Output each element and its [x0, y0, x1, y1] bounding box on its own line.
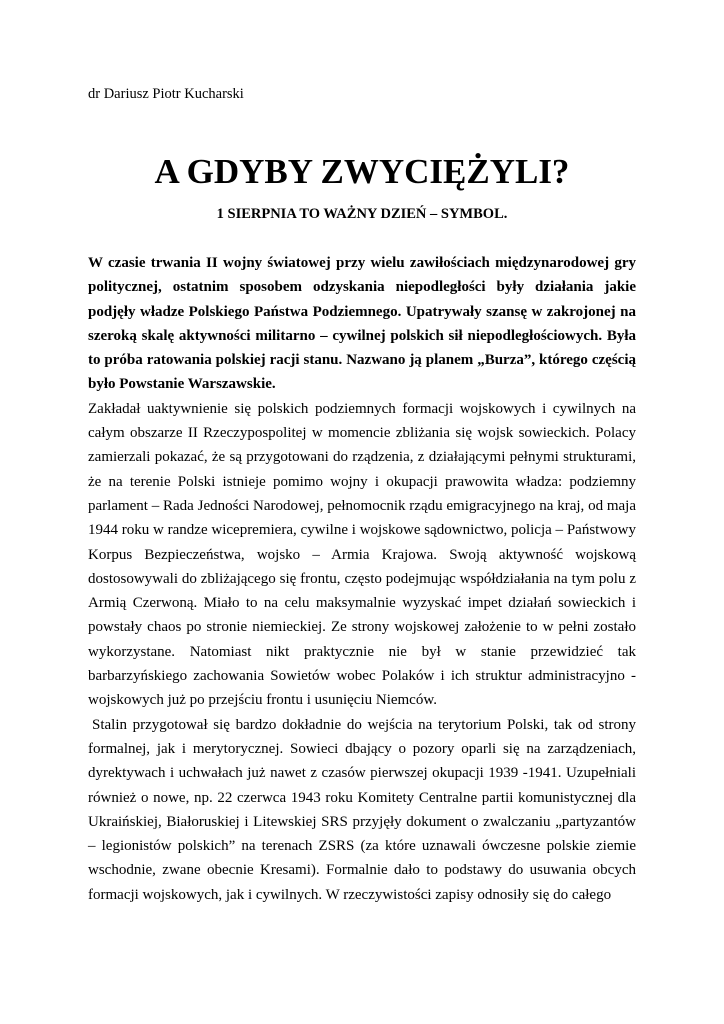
body-paragraph: Zakładał uaktywnienie się polskich podziemnych formacji wojskowych i cywilnych na całym obszarze II Rzeczypospolitej w momencie zbliżania się wojsk sowieckich. Polacy zamierzali pokazać, że są przygotowani do rządzenia, z działającymi pełnymi strukturami, że na terenie Polski istnieje pomimo wojny i okupacji prawowita władza: podziemny parlament – Rada Jedności Narodowej, pełnomocnik rządu emigracyjnego na kraj, od maja 1944 roku w randze wicepremiera, cywilne i wojskowe sądownictwo, policja – Państwowy Korpus Bezpieczeństwa, wojsko – Armia Krajowa. Swoją aktywność wojskową dostosowywali do zbliżającego się frontu, często podejmując współdziałania na tym polu z Armią Czerwoną. Miało to na celu maksymalnie wyzyskać impet działań sowieckich i powstały chaos po stronie niemieckiej. Ze strony wojskowej założenie to w pełni zostało wykorzystane. Natomiast nikt praktycznie nie był w stanie przewidzieć tak barbarzyńskiego zachowania Sowietów wobec Polaków i ich struktur administracyjno - wojskowych już po przejściu frontu i usunięciu Niemców.: [88, 400, 636, 709]
document-subtitle: 1 SIERPNIA TO WAŻNY DZIEŃ – SYMBOL.: [216, 206, 508, 222]
document-page: [88, 84, 636, 907]
author-line: dr Dariusz Piotr Kucharski: [88, 86, 244, 102]
document-title: A GDYBY ZWYCIĘŻYLI?: [154, 152, 570, 191]
body-paragraph: Stalin przygotował się bardzo dokładnie do wejścia na terytorium Polski, tak od strony formalnej, jak i merytorycznej. Sowieci dbający o pozory oparli się na zarządzeniach, dyrektywach i uchwałach już nawet z czasów pierwszej okupacji 1939 -1941. Uzupełniali również o nowe, np. 22 czerwca 1943 roku Komitety Centralne partii komunistycznej dla Ukraińskiej, Białoruskiej i Litewskiej SRS przyjęły dokument o zwalczaniu „partyzantów – legionistów polskich” na terenach ZSRS (za które uznawali ówczesne polskie ziemie wschodnie, zwane obecnie Kresami). Formalnie dało to podstawy do usuwania obcych formacji wojskowych, jak i cywilnych. W rzeczywistości zapisy odnosiły się do całego: [88, 716, 636, 903]
lead-paragraph: W czasie trwania II wojny światowej przy wielu zawiłościach międzynarodowej gry politycznej, ostatnim sposobem odzyskania niepodległości były działania jakie podjęły władze Polskiego Państwa Podziemnego. Upatrywały szansę w zakrojonej na szeroką skalę aktywności militarno – cywilnej polskich sił niepodległościowych. Była to próba ratowania polskiej racji stanu. Nazwano ją planem „Burza”, którego częścią było Powstanie Warszawskie.: [88, 255, 636, 393]
